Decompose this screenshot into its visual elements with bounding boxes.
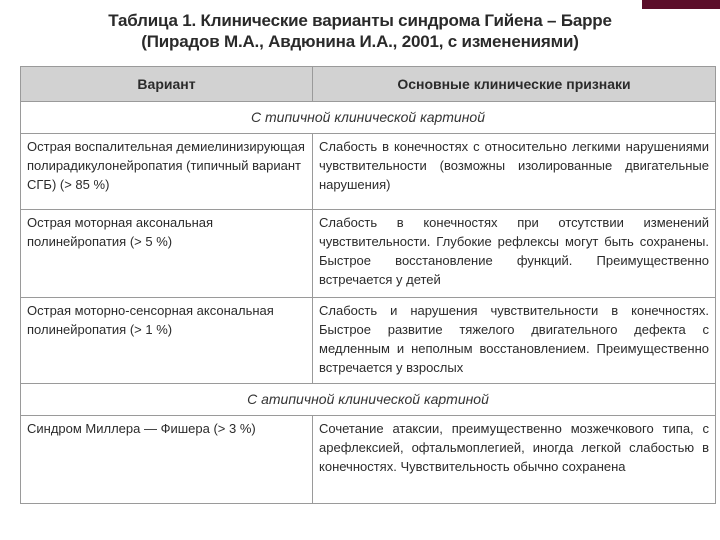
section-row-typical [21, 102, 716, 134]
section-title: С типичной клинической картиной [21, 102, 716, 134]
variant-cell: Острая воспалительная демиелинизирующая полирадикулонейропатия (типичный вариант СГБ) (> 85 %) [21, 134, 313, 210]
page-title [0, 10, 720, 52]
section-title: С атипичной клинической картиной [21, 384, 716, 416]
section-row-atypical [21, 384, 716, 416]
signs-cell: Слабость и нарушения чувствительности в конечностях. Быстрое развитие тяжелого двигательного дефекта с медленным и неполным восстановлением. Преимущественно встречается у взрослых [313, 298, 716, 384]
variant-cell: Синдром Миллера — Фишера (> 3 %) [21, 416, 313, 504]
variant-cell: Острая моторно-сенсорная аксональная полинейропатия (> 1 %) [21, 298, 313, 384]
variant-cell: Острая моторная аксональная полинейропатия (> 5 %) [21, 210, 313, 298]
header-variant: Вариант [21, 67, 313, 102]
table-row [21, 298, 716, 384]
table-row [21, 134, 716, 210]
corner-accent-block [642, 0, 720, 9]
clinical-variants-table [20, 66, 716, 504]
signs-cell: Сочетание атаксии, преимущественно мозжечкового типа, с арефлексией, офтальмоплегией, иногда легкой слабостью в конечностях. Чувствительность обычно сохранена [313, 416, 716, 504]
table-row [21, 416, 716, 504]
table-header-row [21, 67, 716, 102]
signs-cell: Слабость в конечностях с относительно легкими нарушениями чувствительности (возможны изолированные двигательные нарушения) [313, 134, 716, 210]
table-row [21, 210, 716, 298]
title-line-2: (Пирадов М.А., Авдюнина И.А., 2001, с изменениями) [141, 32, 579, 51]
header-signs: Основные клинические признаки [313, 67, 716, 102]
signs-cell: Слабость в конечностях при отсутствии изменений чувствительности. Глубокие рефлексы могут быть сохранены. Быстрое восстановление функций. Преимущественно встречается у детей [313, 210, 716, 298]
title-line-1: Таблица 1. Клинические варианты синдрома Гийена – Барре [108, 11, 612, 30]
